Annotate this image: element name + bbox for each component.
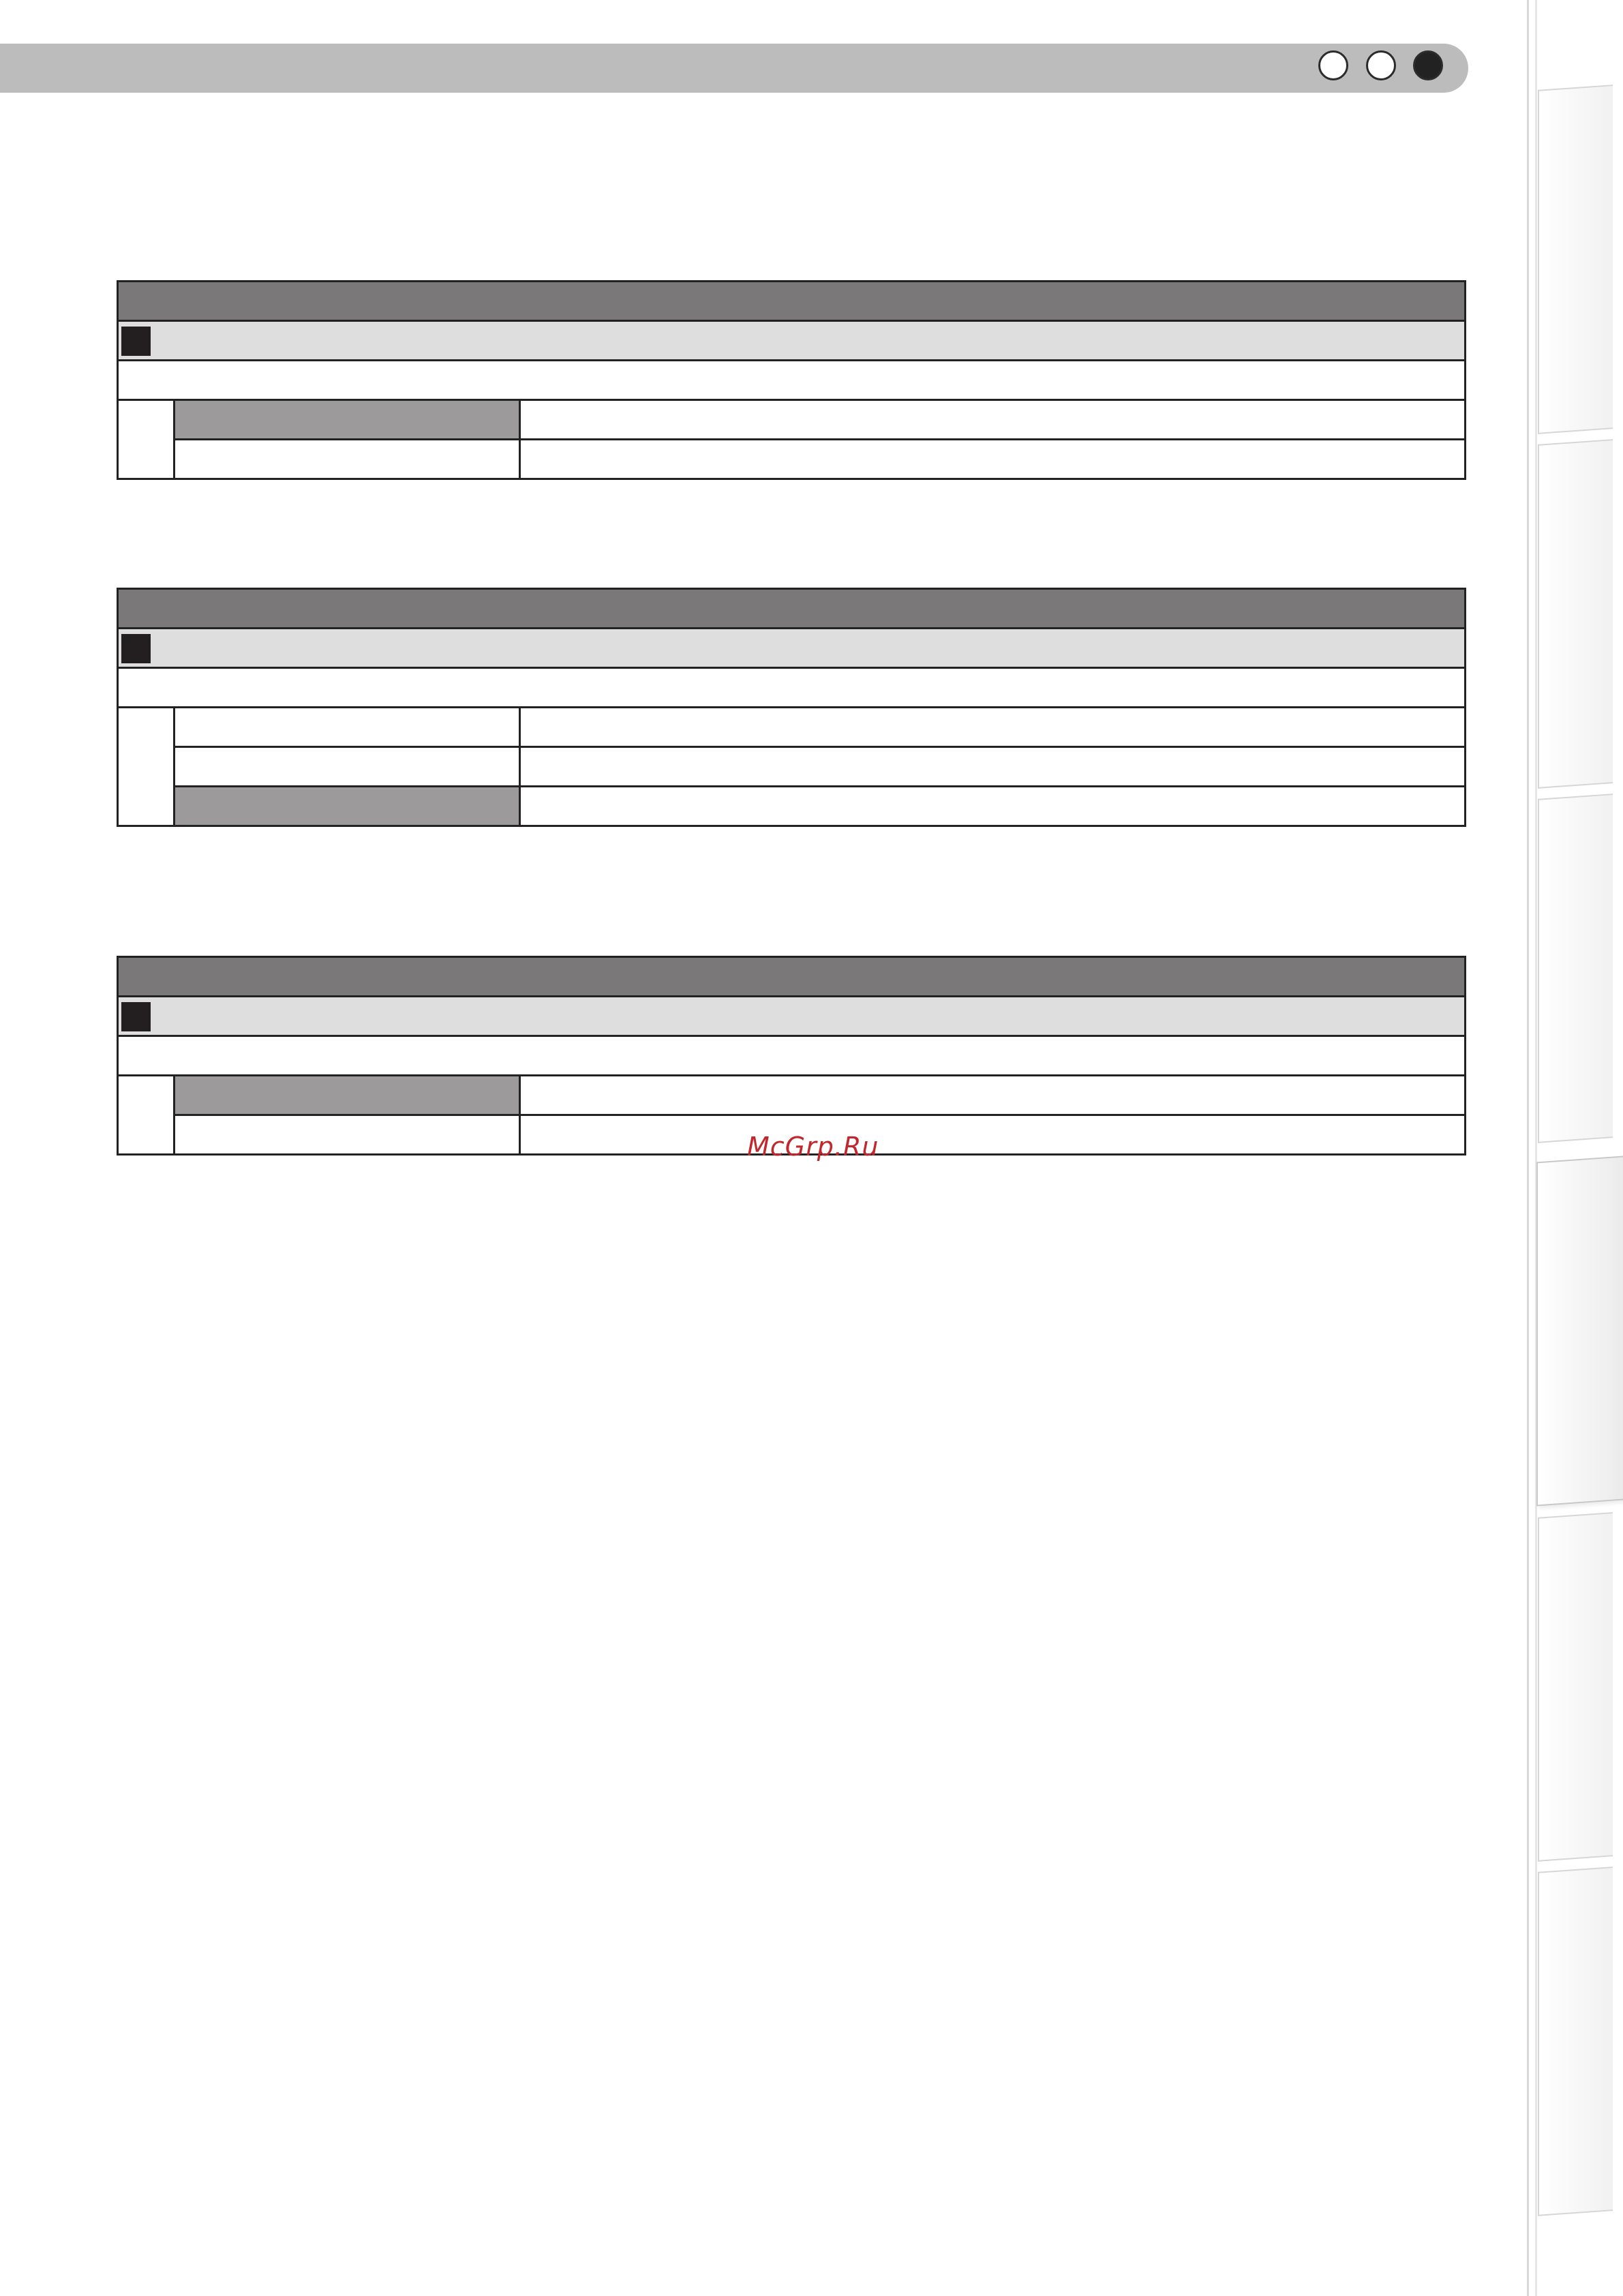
option-row[interactable] [175, 787, 1464, 825]
setting-table-2 [117, 588, 1466, 827]
thumb-index-tab-3[interactable] [1538, 794, 1613, 1143]
option-description [521, 1076, 1464, 1114]
square-bullet-icon [121, 634, 151, 663]
option-name-selected[interactable] [175, 1076, 521, 1114]
option-row[interactable] [175, 748, 1464, 787]
setting-table-3 [117, 956, 1466, 1155]
thumb-index-tab-6[interactable] [1538, 1867, 1613, 2216]
header-bar [0, 44, 1468, 93]
thumb-index-tab-2[interactable] [1538, 439, 1613, 789]
option-list [119, 401, 1464, 478]
option-row[interactable] [175, 1076, 1464, 1116]
option-name[interactable] [175, 440, 521, 478]
option-row[interactable] [175, 440, 1464, 478]
option-gutter [119, 1076, 175, 1153]
table-description-row [119, 1037, 1464, 1076]
table-subheading-row [119, 629, 1464, 669]
option-description [521, 748, 1464, 785]
option-description [521, 787, 1464, 825]
table-subheading-row [119, 997, 1464, 1037]
step-indicator-dot-2 [1366, 50, 1396, 80]
option-gutter [119, 401, 175, 478]
table-description-row [119, 361, 1464, 401]
setting-table-1 [117, 280, 1466, 480]
option-name[interactable] [175, 748, 521, 785]
page-edge-rule [1535, 0, 1537, 2296]
thumb-index-tab-5[interactable] [1538, 1512, 1613, 1862]
option-list [119, 708, 1464, 825]
table-title-row [119, 590, 1464, 629]
option-row[interactable] [175, 708, 1464, 748]
square-bullet-icon [121, 1002, 151, 1031]
square-bullet-icon [121, 327, 151, 356]
table-subheading-row [119, 322, 1464, 361]
option-description [521, 440, 1464, 478]
option-description [521, 401, 1464, 438]
table-description-row [119, 669, 1464, 708]
option-name[interactable] [175, 708, 521, 746]
step-indicator-dot-3-active [1413, 50, 1443, 80]
option-description [521, 1116, 1464, 1153]
thumb-index-tab-1[interactable] [1538, 85, 1613, 434]
thumb-index-tab-4-active[interactable] [1536, 1156, 1623, 1507]
option-name-selected[interactable] [175, 787, 521, 825]
option-row[interactable] [175, 401, 1464, 440]
option-gutter [119, 708, 175, 825]
table-title-row [119, 958, 1464, 997]
watermark-text: McGrp.Ru [747, 1132, 879, 1162]
option-description [521, 708, 1464, 746]
option-name[interactable] [175, 1116, 521, 1153]
table-title-row [119, 282, 1464, 322]
page-edge-rule [1527, 0, 1529, 2296]
step-indicator-dot-1 [1318, 50, 1348, 80]
option-name-selected[interactable] [175, 401, 521, 438]
